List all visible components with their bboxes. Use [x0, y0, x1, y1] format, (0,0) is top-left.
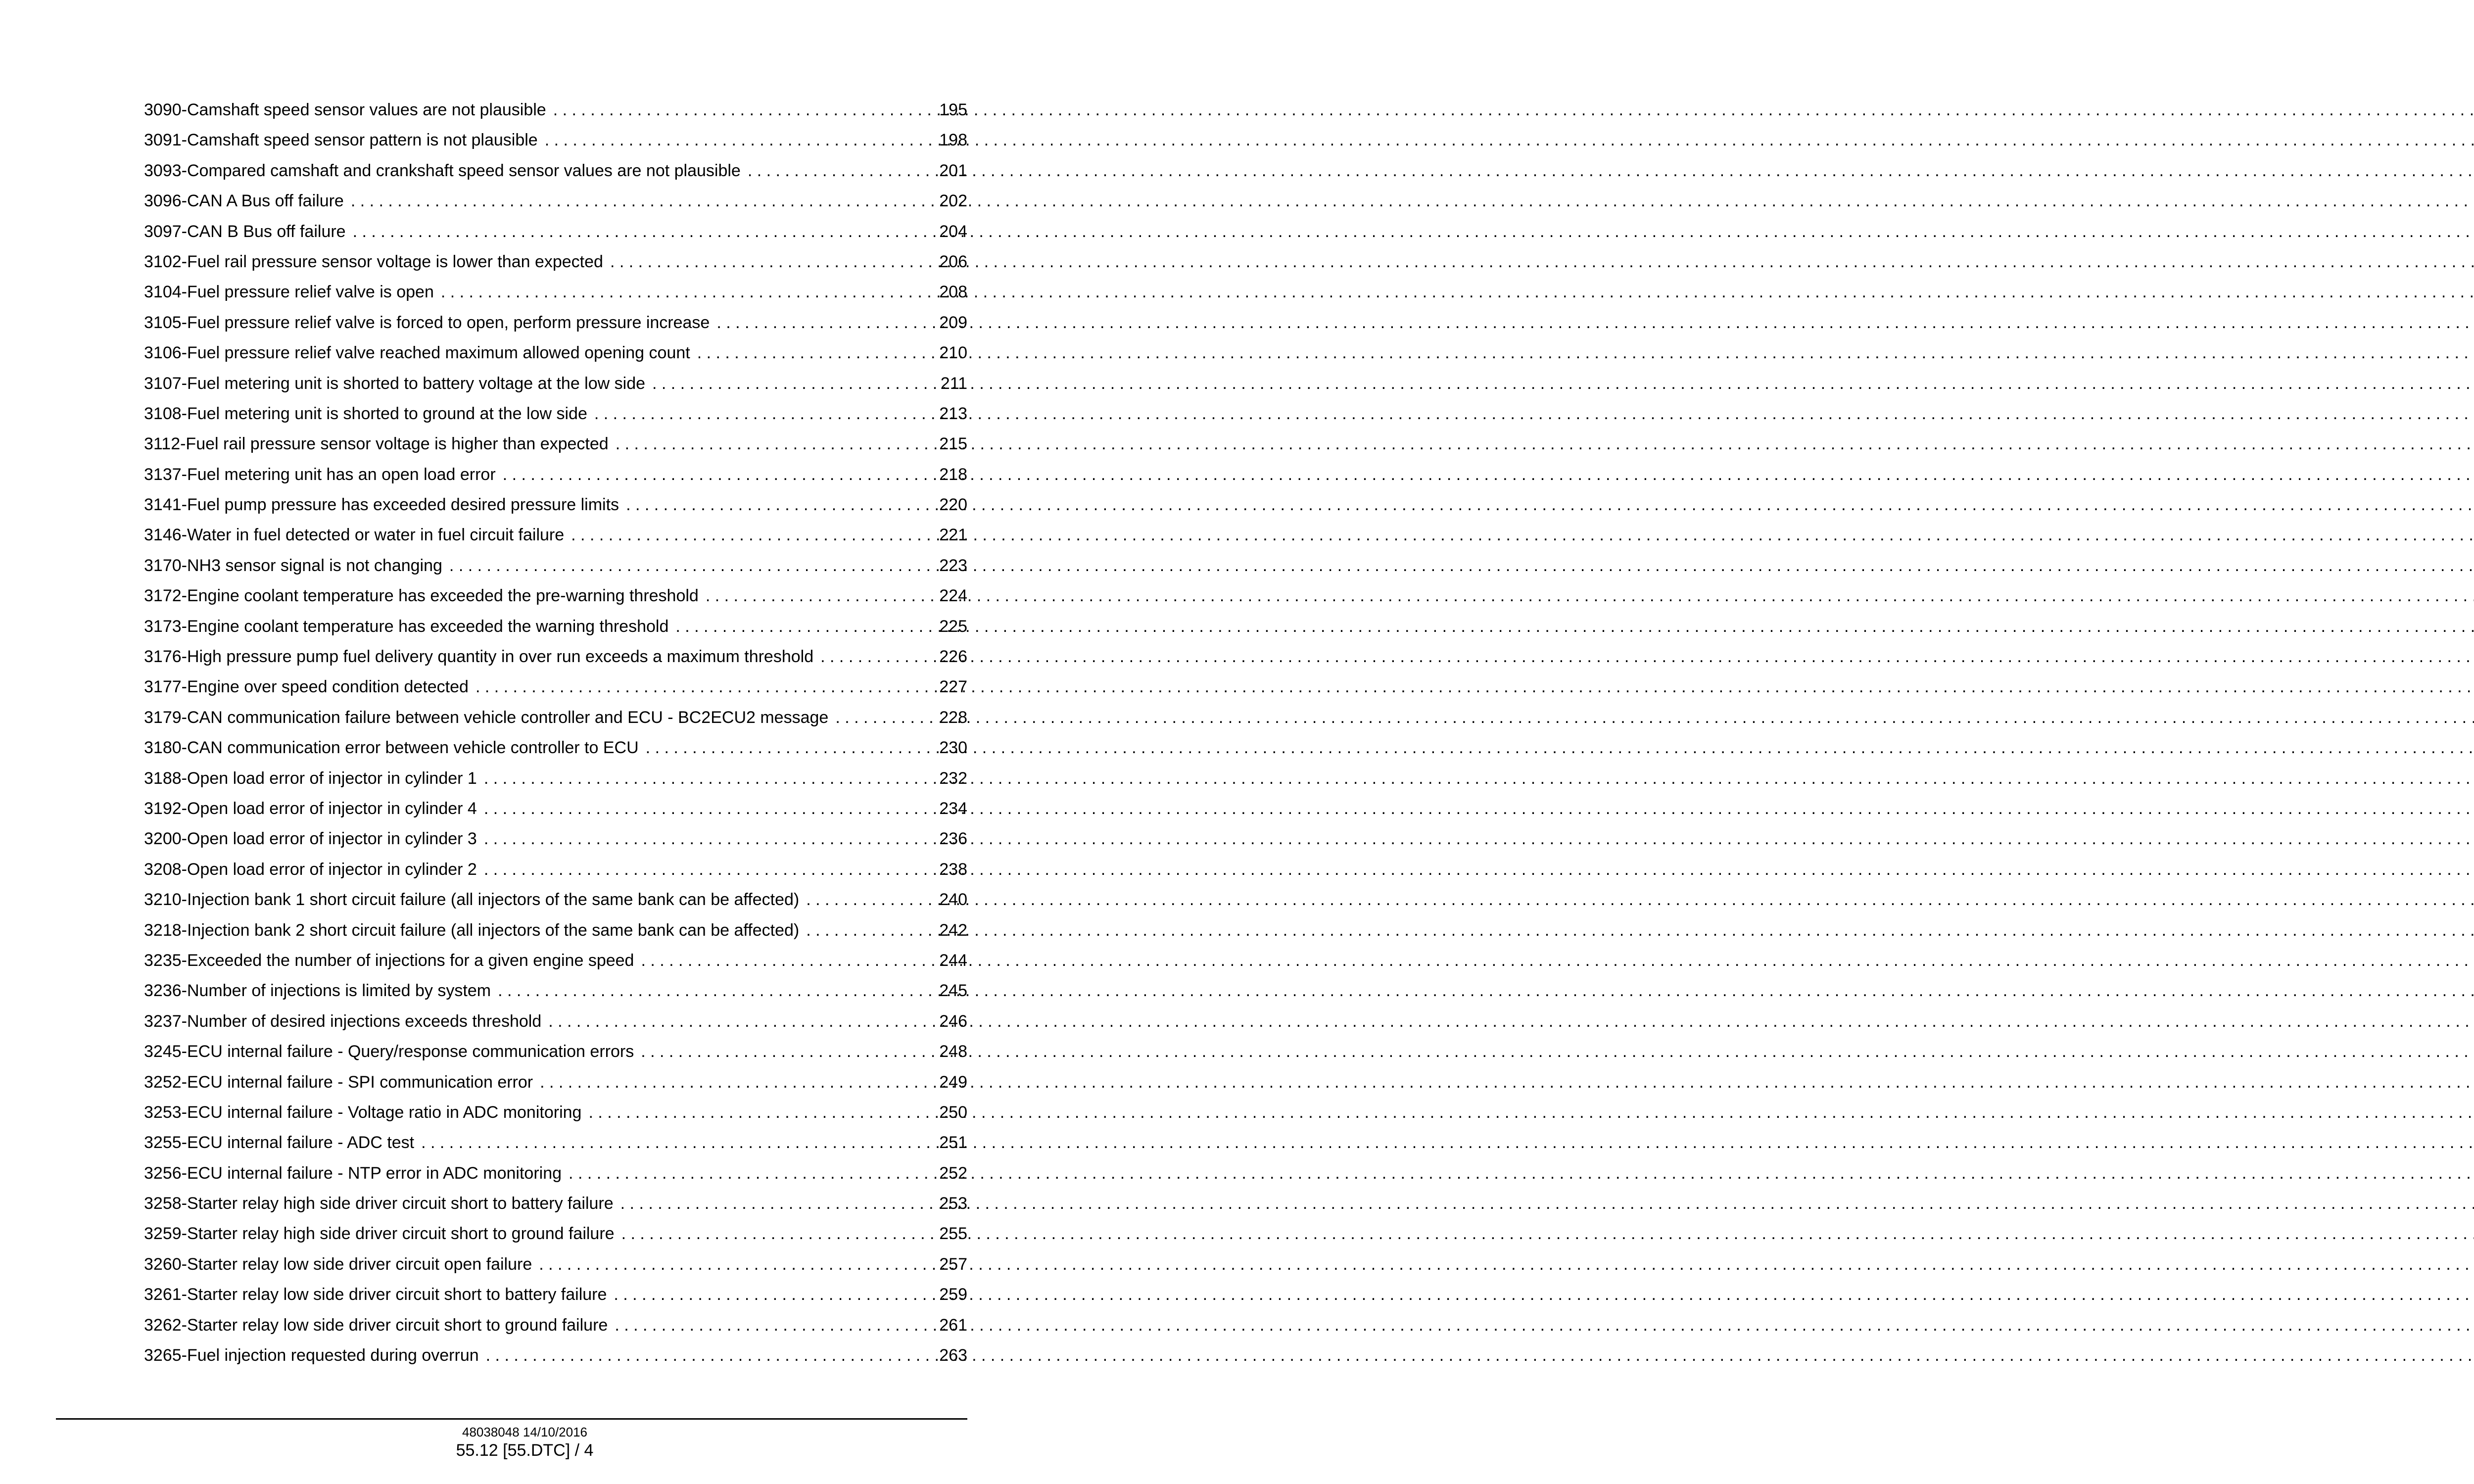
toc-dot-leader	[748, 156, 934, 186]
toc-entry[interactable]	[144, 733, 967, 763]
toc-entry-page-number: 225	[939, 617, 967, 636]
toc-entry-page-number: 223	[939, 556, 967, 575]
toc-dot-leader	[697, 338, 934, 368]
table-of-contents	[144, 95, 967, 1371]
toc-dot-leader	[646, 733, 934, 763]
toc-entry-page-number: 213	[939, 404, 967, 423]
toc-entry-title: 3173-Engine coolant temperature has exceeded the warning threshold	[144, 617, 669, 636]
toc-entry-page-number: 263	[939, 1346, 967, 1365]
toc-entry-title: 3192-Open load error of injector in cylinder 4	[144, 799, 477, 818]
toc-dot-leader	[484, 824, 934, 854]
toc-entry-page-number: 209	[939, 313, 967, 332]
toc-entry-page-number: 204	[939, 222, 967, 241]
toc-entry[interactable]	[144, 399, 967, 429]
toc-entry-title: 3261-Starter relay low side driver circuit short to battery failure	[144, 1285, 607, 1304]
toc-entry-page-number: 218	[939, 465, 967, 484]
toc-entry[interactable]	[144, 520, 967, 550]
toc-dot-leader	[449, 551, 934, 581]
toc-dot-leader	[652, 369, 934, 399]
toc-dot-leader	[421, 1128, 934, 1158]
footer-page-number: 55.12 [55.DTC] / 4	[456, 1441, 594, 1460]
toc-dot-leader	[716, 308, 934, 338]
toc-entry[interactable]	[144, 642, 967, 672]
toc-dot-leader	[594, 399, 934, 429]
toc-entry[interactable]	[144, 1098, 967, 1128]
toc-entry-page-number: 220	[939, 495, 967, 515]
footer-divider	[56, 1418, 967, 1420]
toc-dot-leader	[588, 1098, 934, 1128]
toc-entry-page-number: 195	[939, 100, 967, 119]
toc-entry-title: 3260-Starter relay low side driver circuit open failure	[144, 1254, 532, 1274]
toc-dot-leader	[820, 642, 934, 672]
toc-entry-page-number: 261	[939, 1315, 967, 1335]
toc-entry-title: 3245-ECU internal failure - Query/response communication errors	[144, 1042, 634, 1061]
toc-entry[interactable]	[144, 1280, 967, 1310]
toc-entry-page-number: 227	[939, 677, 967, 697]
toc-dot-leader	[484, 855, 934, 885]
toc-entry-page-number: 253	[939, 1194, 967, 1213]
toc-entry-page-number: 210	[939, 343, 967, 363]
toc-entry-page-number: 251	[939, 1133, 967, 1152]
toc-entry-title: 3102-Fuel rail pressure sensor voltage is lower than expected	[144, 252, 603, 271]
toc-entry-page-number: 206	[939, 252, 967, 271]
toc-dot-leader	[484, 764, 934, 794]
toc-entry[interactable]	[144, 490, 967, 520]
toc-entry-title: 3137-Fuel metering unit has an open load error	[144, 465, 496, 484]
toc-entry[interactable]	[144, 338, 967, 368]
toc-dot-leader	[498, 976, 934, 1006]
toc-entry-title: 3091-Camshaft speed sensor pattern is not plausible	[144, 131, 538, 150]
toc-entry-page-number: 221	[939, 526, 967, 545]
toc-dot-leader	[806, 885, 934, 915]
toc-dot-leader	[545, 125, 934, 155]
toc-entry[interactable]	[144, 186, 967, 216]
toc-entry-page-number: 201	[939, 161, 967, 180]
toc-entry-title: 3235-Exceeded the number of injections for a given engine speed	[144, 951, 634, 970]
toc-entry-page-number: 198	[939, 131, 967, 150]
toc-entry-title: 3090-Camshaft speed sensor values are not plausible	[144, 100, 546, 119]
toc-entry-page-number: 228	[939, 708, 967, 727]
toc-dot-leader	[539, 1249, 934, 1280]
toc-dot-leader	[610, 247, 934, 277]
toc-dot-leader	[476, 672, 934, 702]
toc-dot-leader	[641, 1037, 934, 1067]
toc-entry[interactable]	[144, 1037, 967, 1067]
toc-entry-page-number: 252	[939, 1163, 967, 1183]
toc-entry-title: 3259-Starter relay high side driver circuit short to ground failure	[144, 1224, 615, 1244]
toc-entry-page-number: 238	[939, 860, 967, 879]
toc-entry-page-number: 234	[939, 799, 967, 818]
toc-dot-leader	[806, 915, 934, 946]
toc-dot-leader	[835, 703, 934, 733]
toc-entry-page-number: 242	[939, 920, 967, 940]
toc-entry-page-number: 248	[939, 1042, 967, 1061]
toc-entry-page-number: 244	[939, 951, 967, 970]
toc-entry[interactable]	[144, 976, 967, 1006]
toc-entry-title: 3236-Number of injections is limited by system	[144, 981, 491, 1001]
toc-dot-leader	[569, 1158, 934, 1189]
toc-entry-page-number: 259	[939, 1285, 967, 1304]
toc-entry-title: 3093-Compared camshaft and crankshaft speed sensor values are not plausible	[144, 161, 741, 180]
toc-entry[interactable]	[144, 1340, 967, 1371]
toc-entry-title: 3179-CAN communication failure between vehicle controller and ECU - BC2ECU2 message	[144, 708, 829, 727]
toc-dot-leader	[621, 1219, 934, 1249]
toc-entry-title: 3262-Starter relay low side driver circuit short to ground failure	[144, 1315, 608, 1335]
toc-entry-title: 3265-Fuel injection requested during overrun	[144, 1346, 479, 1365]
toc-entry-title: 3255-ECU internal failure - ADC test	[144, 1133, 415, 1152]
toc-dot-leader	[616, 429, 934, 459]
toc-entry[interactable]	[144, 308, 967, 338]
toc-dot-leader	[626, 490, 934, 520]
toc-entry-page-number: 250	[939, 1102, 967, 1122]
toc-dot-leader	[620, 1189, 934, 1219]
toc-entry-page-number: 246	[939, 1011, 967, 1031]
toc-dot-leader	[706, 581, 934, 611]
toc-entry-page-number: 224	[939, 586, 967, 606]
toc-entry[interactable]	[144, 1067, 967, 1098]
toc-entry-title: 3237-Number of desired injections exceeds threshold	[144, 1011, 542, 1031]
toc-entry[interactable]	[144, 581, 967, 611]
toc-entry[interactable]	[144, 703, 967, 733]
toc-entry-page-number: 245	[939, 981, 967, 1001]
toc-entry[interactable]	[144, 247, 967, 277]
toc-entry-title: 3177-Engine over speed condition detected	[144, 677, 469, 697]
toc-entry-title: 3253-ECU internal failure - Voltage ratio in ADC monitoring	[144, 1102, 582, 1122]
toc-entry-title: 3141-Fuel pump pressure has exceeded desired pressure limits	[144, 495, 619, 515]
toc-dot-leader	[503, 460, 934, 490]
toc-dot-leader	[441, 277, 934, 307]
toc-entry-title: 3252-ECU internal failure - SPI communication error	[144, 1072, 533, 1092]
toc-entry-title: 3170-NH3 sensor signal is not changing	[144, 556, 442, 575]
toc-entry-title: 3112-Fuel rail pressure sensor voltage is higher than expected	[144, 434, 609, 454]
toc-entry-page-number: 215	[939, 434, 967, 454]
toc-entry-page-number: 249	[939, 1072, 967, 1092]
toc-dot-leader	[548, 1006, 934, 1037]
toc-entry-page-number: 240	[939, 890, 967, 910]
toc-entry-page-number: 211	[940, 374, 967, 393]
toc-entry-title: 3107-Fuel metering unit is shorted to battery voltage at the low side	[144, 374, 646, 393]
toc-dot-leader	[675, 612, 934, 642]
toc-entry[interactable]	[144, 429, 967, 459]
toc-entry[interactable]	[144, 217, 967, 247]
toc-entry-title: 3108-Fuel metering unit is shorted to ground at the low side	[144, 404, 587, 423]
toc-entry[interactable]	[144, 460, 967, 490]
toc-entry[interactable]	[144, 946, 967, 976]
toc-entry[interactable]	[144, 612, 967, 642]
toc-dot-leader	[614, 1280, 934, 1310]
toc-entry-page-number: 257	[939, 1254, 967, 1274]
toc-dot-leader	[615, 1310, 934, 1340]
toc-entry-title: 3104-Fuel pressure relief valve is open	[144, 283, 434, 302]
toc-entry[interactable]	[144, 764, 967, 794]
toc-dot-leader	[540, 1067, 934, 1098]
toc-entry-page-number: 226	[939, 647, 967, 667]
toc-entry-title: 3146-Water in fuel detected or water in fuel circuit failure	[144, 526, 565, 545]
toc-entry[interactable]	[144, 277, 967, 307]
toc-entry-title: 3208-Open load error of injector in cylinder 2	[144, 860, 477, 879]
toc-entry-title: 3218-Injection bank 2 short circuit failure (all injectors of the same bank can be affected)	[144, 920, 800, 940]
toc-entry[interactable]	[144, 1310, 967, 1340]
toc-entry[interactable]	[144, 369, 967, 399]
toc-entry[interactable]	[144, 855, 967, 885]
toc-entry[interactable]	[144, 1128, 967, 1158]
toc-entry[interactable]	[144, 125, 967, 155]
toc-entry[interactable]	[144, 672, 967, 702]
toc-dot-leader	[641, 946, 934, 976]
toc-dot-leader	[486, 1340, 934, 1371]
toc-entry-title: 3176-High pressure pump fuel delivery quantity in over run exceeds a maximum threshold	[144, 647, 814, 667]
toc-entry-page-number: 202	[939, 191, 967, 211]
toc-entry-title: 3188-Open load error of injector in cylinder 1	[144, 768, 477, 788]
toc-entry-title: 3258-Starter relay high side driver circuit short to battery failure	[144, 1194, 614, 1213]
toc-entry-page-number: 232	[939, 768, 967, 788]
toc-entry-title: 3200-Open load error of injector in cylinder 3	[144, 829, 477, 849]
toc-entry-title: 3097-CAN B Bus off failure	[144, 222, 346, 241]
toc-entry[interactable]	[144, 885, 967, 915]
toc-entry-title: 3180-CAN communication error between vehicle controller to ECU	[144, 738, 639, 758]
toc-entry[interactable]	[144, 95, 967, 125]
toc-entry[interactable]	[144, 1249, 967, 1280]
toc-entry[interactable]	[144, 794, 967, 824]
toc-entry-title: 3256-ECU internal failure - NTP error in ADC monitoring	[144, 1163, 562, 1183]
toc-entry[interactable]	[144, 156, 967, 186]
toc-entry-title: 3106-Fuel pressure relief valve reached maximum allowed opening count	[144, 343, 690, 363]
toc-dot-leader	[553, 95, 934, 125]
toc-entry-title: 3210-Injection bank 1 short circuit failure (all injectors of the same bank can be affected)	[144, 890, 800, 910]
toc-dot-leader	[351, 186, 934, 216]
toc-entry-page-number: 255	[939, 1224, 967, 1244]
toc-entry[interactable]	[144, 1006, 967, 1037]
toc-dot-leader	[353, 217, 934, 247]
toc-dot-leader	[571, 520, 934, 550]
footer-document-reference: 48038048 14/10/2016	[462, 1425, 588, 1439]
toc-entry[interactable]	[144, 915, 967, 946]
toc-entry-page-number: 230	[939, 738, 967, 758]
toc-entry[interactable]	[144, 1189, 967, 1219]
toc-dot-leader	[484, 794, 934, 824]
toc-entry-page-number: 208	[939, 283, 967, 302]
toc-entry-page-number: 236	[939, 829, 967, 849]
toc-entry[interactable]	[144, 1219, 967, 1249]
toc-entry[interactable]	[144, 551, 967, 581]
toc-entry-title: 3096-CAN A Bus off failure	[144, 191, 344, 211]
toc-entry[interactable]	[144, 824, 967, 854]
toc-entry-title: 3172-Engine coolant temperature has exceeded the pre-warning threshold	[144, 586, 699, 606]
toc-entry[interactable]	[144, 1158, 967, 1189]
toc-entry-title: 3105-Fuel pressure relief valve is forced to open, perform pressure increase	[144, 313, 710, 332]
